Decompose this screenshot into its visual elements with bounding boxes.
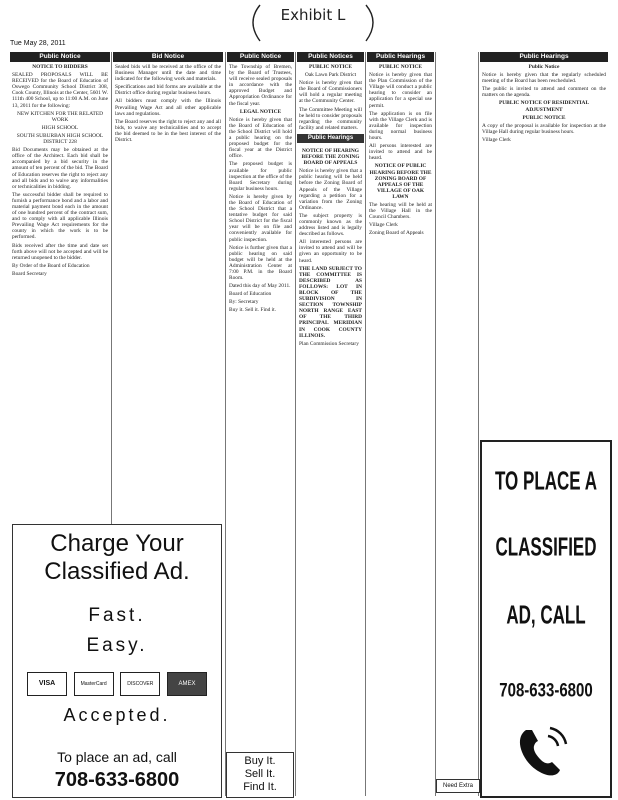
date-line: Tue May 28, 2011 [10, 40, 66, 47]
paragraph: Notice is hereby given that the Plan Commission of the Village will conduct a public hearing to consider an application for a special use permit. [369, 72, 432, 109]
paragraph: Public Notice [528, 64, 560, 70]
column-rule [295, 52, 296, 796]
column-header: Public Notices [297, 52, 364, 62]
paragraph: Board of Education [229, 291, 272, 298]
buy-sell-find-ad [226, 752, 294, 798]
column-text [113, 62, 223, 143]
column-rule [225, 52, 226, 796]
column-2 [113, 52, 223, 520]
paragraph: Notice is hereby given that a public hearing will be held before the Zoning Board of Appeals of the Village regarding a petition for a variation from the Zoning Ordinance. [299, 168, 362, 211]
paragraph: PUBLIC NOTICE [379, 64, 422, 70]
classified-phone: 708-633-6800 [499, 679, 593, 702]
column-6 [480, 52, 608, 436]
classified-line3: AD, CALL [506, 601, 586, 630]
column-header: Bid Notice [113, 52, 223, 62]
charge-classified-ad [12, 524, 222, 798]
paragraph: Board Secretary [12, 270, 47, 277]
paragraph: A copy of the proposal is available for inspection at the Village Hall during regular business hours. [482, 122, 606, 135]
exhibit-label: Exhibit L [280, 6, 346, 24]
paragraph: Zoning Board of Appeals [369, 230, 424, 237]
exhibit-stamp [238, 2, 388, 44]
paragraph: The successful bidder shall be required to furnish a performance bond and a labor and material payment bond each in the amount of one hundred percent of the contract sum, and to comply with all applicable Illinois Prevailing Wage Act requirements for the county in which the work is to be performed. [12, 191, 108, 241]
charge-place-ad: To place an ad, call [57, 749, 177, 765]
need-extra-ad: Need Extra [436, 779, 480, 793]
sell-line: Sell It. [244, 768, 276, 780]
column-text [227, 62, 294, 314]
paragraph: The Committee Meeting will be held to consider proposals regarding the community facility and related matters. [299, 106, 362, 131]
card-discover-icon: DISCOVER [120, 672, 160, 696]
paragraph: PUBLIC NOTICE OF RESIDENTIAL ADJUSTMENT [498, 100, 590, 113]
credit-card-row [27, 671, 207, 697]
place-classified-ad [480, 440, 612, 798]
column-text [480, 62, 608, 143]
charge-title-line1: Charge Your [50, 530, 184, 557]
classified-line2: CLASSIFIED [495, 533, 597, 562]
column-text [297, 146, 364, 347]
column-4 [297, 52, 364, 796]
column-header: Public Hearings [480, 52, 608, 62]
paragraph: Notice is hereby given that the regularly scheduled meeting of the Board has been rescheduled. [482, 72, 606, 85]
paragraph: PUBLIC NOTICE [309, 64, 352, 70]
paragraph: PUBLIC NOTICE [522, 114, 566, 121]
paragraph: Notice is hereby given that the Board of Commissioners will hold a regular meeting at the Community Center. [299, 80, 362, 105]
telephone-icon [512, 722, 572, 782]
paragraph: The Township of Bremen, by the Board of Trustees, will receive sealed proposals in accordance with the approved Budget and Appropriation Ordinance for the fiscal year. [229, 64, 292, 107]
charge-phone: 708-633-6800 [54, 769, 180, 791]
buy-line: Buy It. [244, 755, 276, 767]
card-visa-icon: VISA [27, 672, 67, 696]
column-rule [365, 52, 366, 796]
column-text [10, 62, 110, 277]
paragraph: Plan Commission Secretary [299, 340, 359, 347]
paragraph: SOUTH SUBURBAN HIGH SCHOOL DISTRICT 228 [16, 132, 104, 146]
paragraph: Buy it. Sell it. Find it. [229, 307, 277, 314]
paragraph: Notice is further given that a public hearing on said budget will be held at the Administration Center at 7:00 P.M. in the Board Room. [229, 244, 292, 282]
charge-easy: Easy. [86, 635, 148, 656]
paragraph: The Board reserves the right to reject any and all bids, to waive any technicalities and to accept the bid deemed to be in the best interest of the District. [115, 118, 221, 144]
paragraph: Village Clerk [482, 136, 511, 143]
paragraph: By: Secretary [229, 299, 259, 306]
paragraph: The subject property is commonly known as the address listed and is legally described as follows. [299, 212, 362, 238]
paragraph: HIGH SCHOOL [41, 124, 79, 131]
charge-accepted: Accepted. [63, 705, 171, 725]
paragraph: Bid Documents may be obtained at the office of the Architect. Each bid shall be accompanied by a bid security in the amount of ten percent of the bid. The Board of Education reserves the right to reject any and all bids and to waive any informalities or technicalities in bidding. [12, 147, 108, 190]
paragraph: The application is on file with the Village Clerk and is available for inspection during normal business hours. [369, 110, 432, 142]
paragraph: LEGAL NOTICE [239, 108, 282, 115]
paragraph: Notice is hereby given by the Board of Education of the School District that a tentative budget for said School District for the fiscal year will be on file and conveniently available for public inspection. [229, 193, 292, 243]
card-mastercard-icon: MasterCard [74, 672, 114, 696]
paragraph: The hearing will be held at the Village Hall in the Council Chambers. [369, 201, 432, 221]
column-rule [478, 52, 479, 796]
column-3 [227, 52, 294, 748]
classified-line1: TO PLACE A [494, 467, 597, 496]
charge-title-line2: Classified Ad. [44, 558, 190, 585]
find-line: Find It. [243, 781, 277, 793]
paragraph: Oak Lawn Park District [304, 72, 357, 79]
paragraph: The proposed budget is available for public inspection at the office of the Board Secretary during regular business hours. [229, 161, 292, 192]
paragraph: Specifications and bid forms are available at the District office during regular business hours. [115, 84, 221, 97]
paragraph: NEW KITCHEN FOR THE RELATED WORK [16, 110, 104, 123]
paragraph: Sealed bids will be received at the office of the Business Manager until the date and time indicated for the following work and materials. [115, 64, 221, 83]
section-bar: Public Hearings [297, 134, 364, 143]
paragraph: All persons interested are invited to attend and be heard. [369, 143, 432, 162]
paragraph: NOTICE TO BIDDERS [32, 64, 88, 70]
column-rule [435, 52, 436, 796]
paragraph: Bids received after the time and date set forth above will not be accepted and will be returned unopened to the bidder. [12, 242, 108, 261]
column-text [367, 62, 434, 236]
column-header: Public Hearings [367, 52, 434, 62]
paragraph: All interested persons are invited to attend and will be given an opportunity to be heard. [299, 239, 362, 264]
column-header: Public Notice [227, 52, 294, 62]
paragraph: All bidders must comply with the Illinois Prevailing Wage Act and all other applicable laws and regulations. [115, 98, 221, 117]
column-text [297, 62, 364, 131]
paragraph: SEALED PROPOSALS WILL BE RECEIVED for the Board of Education of Oswego Community School District 308, Cook County, Illinois at the Center, 5601 W. 111th 400 School, up to 11:00 A.M. on June 13, 2011 for the following: [12, 72, 108, 109]
paragraph: THE LAND SUBJECT TO THE COMMITTEE IS DESCRIBED AS FOLLOWS: LOT IN BLOCK OF THE SUBDIVISION IN SECTION TOWNSHIP NORTH RANGE EAST OF THE THIRD PRINCIPAL MERIDIAN IN COOK COUNTY ILLINOIS. [299, 265, 362, 339]
paragraph: Notice is hereby given that the Board of Education of the School District will hold a public hearing on the proposed budget for the fiscal year at the District office. [229, 116, 292, 160]
paragraph: Dated this day of May 2011. [229, 283, 291, 290]
charge-fast: Fast. [88, 605, 146, 626]
paragraph: Village Clerk [369, 222, 398, 229]
paragraph: NOTICE OF HEARING BEFORE THE ZONING BOARD OF APPEALS [301, 147, 360, 167]
card-amex-icon: AMEX [167, 672, 207, 696]
column-5 [367, 52, 434, 776]
column-header: Public Notice [10, 52, 110, 62]
paragraph: By Order of the Board of Education [12, 262, 90, 269]
paragraph: NOTICE OF PUBLIC HEARING BEFORE THE ZONING BOARD OF APPEALS OF THE VILLAGE OF OAK LAWN [369, 163, 432, 200]
paragraph: The public is invited to attend and comment on the matters on the agenda. [482, 86, 606, 99]
